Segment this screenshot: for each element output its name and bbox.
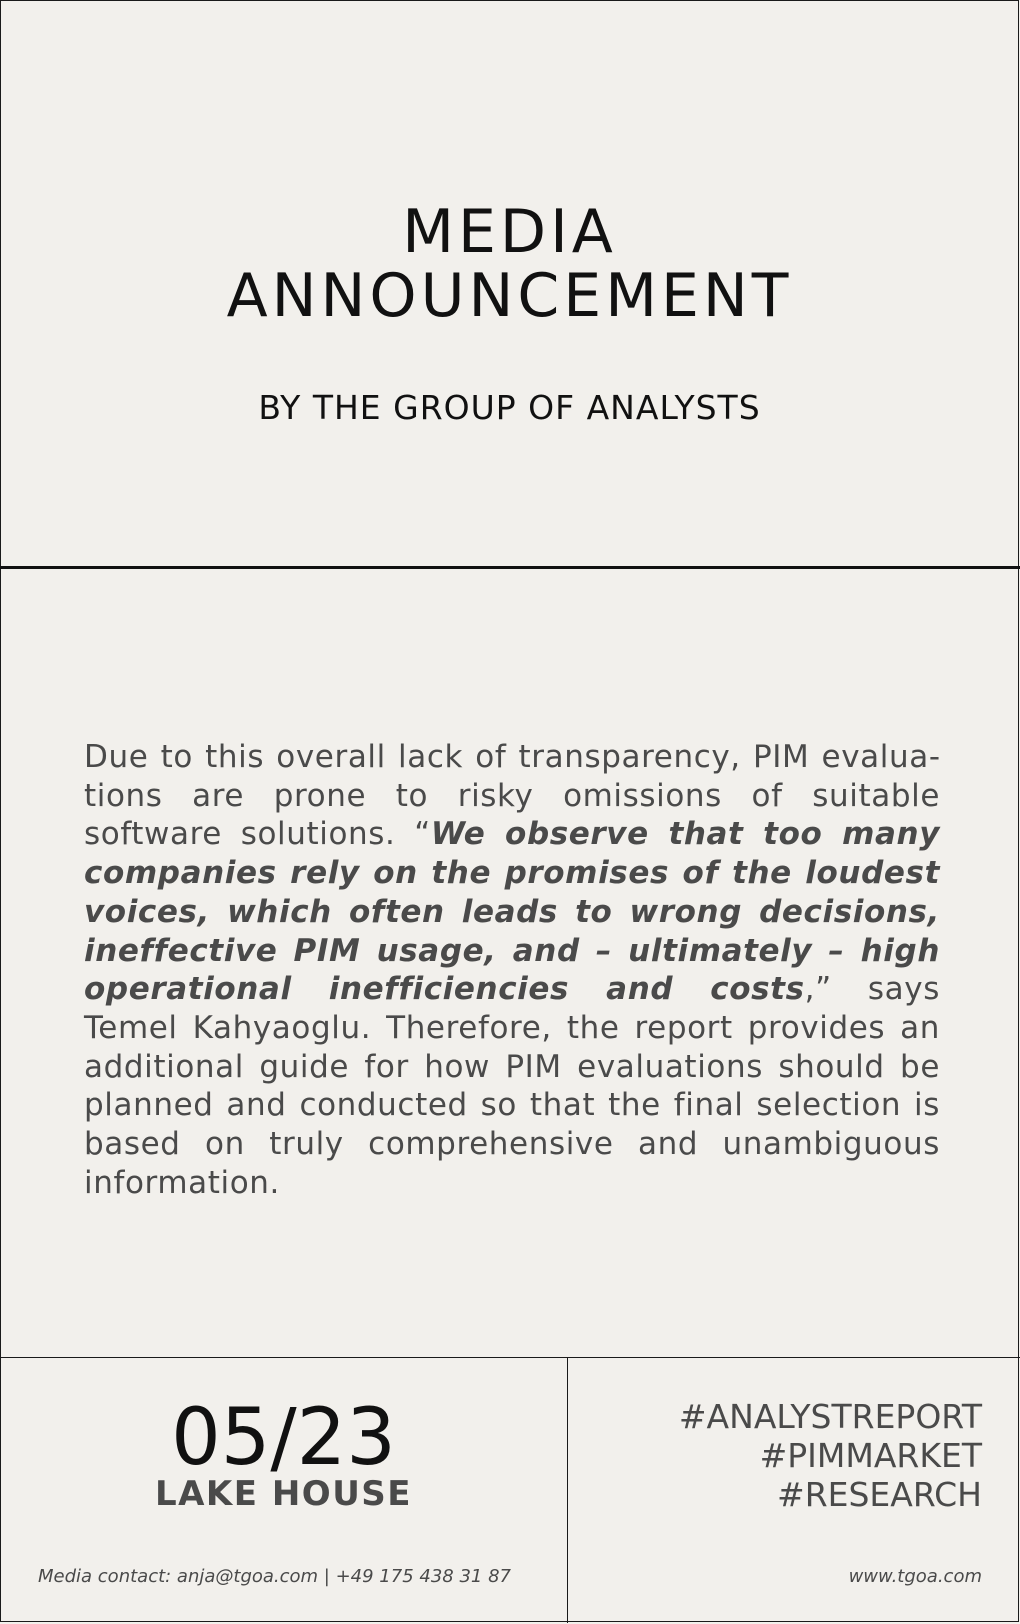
- hashtag-research: #RESEARCH: [777, 1475, 982, 1514]
- footer-divider: [0, 1357, 1020, 1358]
- subtitle: BY THE GROUP OF ANALYSTS: [258, 388, 761, 427]
- header-section: [0, 0, 1019, 568]
- hashtag-pimmarket: #PIMMARKET: [759, 1436, 982, 1475]
- hashtag-list: [562, 1397, 982, 1514]
- quoted-statement: We observe that too many companies rely on the promises of the loudest voices, which often leads to wrong decisions, ineffective PIM usage, and – ultimately – high operational inefficiencies and costs: [84, 816, 941, 1008]
- body-paragraph: [84, 738, 940, 1202]
- media-contact: Media contact: anja@tgoa.com | +49 175 438 31 87: [38, 1566, 511, 1587]
- hashtag-analystreport: #ANALYSTREPORT: [678, 1397, 982, 1436]
- page-title: [0, 197, 1019, 331]
- paragraph-intro: Due to this overall lack of transparency, PIM evaluations are prone to risky omissions of suitable software solutions. “: [84, 739, 940, 853]
- paragraph-outro: ,” says Temel Kahyaoglu. Therefore, the report provides an additional guide for how PIM evaluations should be planned and conducted so that the final selection is based on truly comprehensive and unambiguous information.: [84, 971, 940, 1201]
- title-line-2: ANNOUNCEMENT: [226, 261, 793, 331]
- website-link[interactable]: www.tgoa.com: [848, 1566, 982, 1587]
- title-line-1: MEDIA: [402, 197, 617, 267]
- event-location: LAKE HOUSE: [154, 1474, 413, 1514]
- issue-date: 05/23: [171, 1393, 396, 1483]
